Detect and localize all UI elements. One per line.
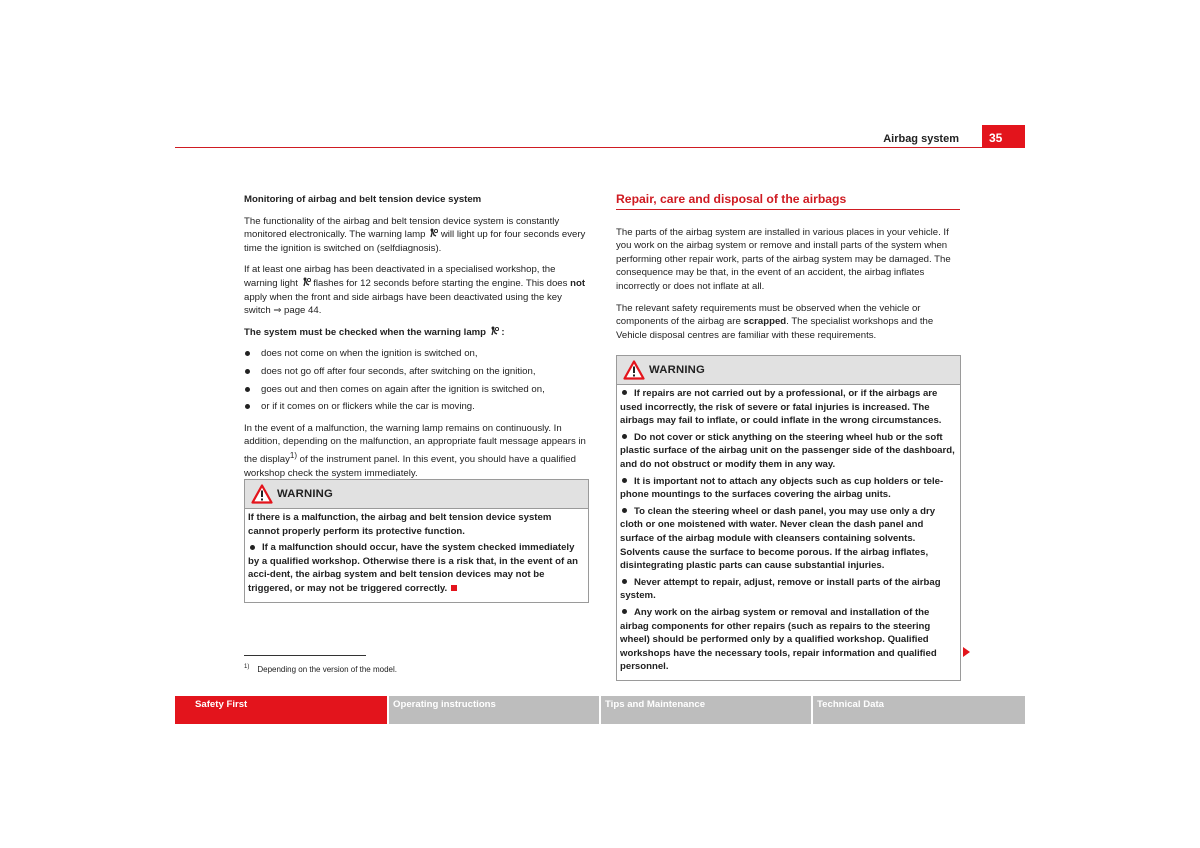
paragraph-safety: The relevant safety requirements must be observed when the vehicle or components of the airbag are scrapped. The specialist workshops and the Vehicle disposal centres are familiar with these requirements. <box>616 302 934 341</box>
bullet-icon <box>622 478 627 483</box>
bullet-icon <box>622 609 627 614</box>
list-item: or if it comes on or flickers while the car is moving. <box>244 400 588 414</box>
check-conditions-list <box>244 347 588 413</box>
footnote-reference: 1) <box>289 450 297 460</box>
warning-body <box>245 509 588 602</box>
footnote <box>244 664 397 674</box>
nav-tab-operating-instructions[interactable]: Operating instructions <box>389 696 599 724</box>
warning-triangle-icon <box>623 360 645 380</box>
list-item: goes out and then comes on again after the ignition is switched on, <box>244 383 588 397</box>
paragraph-deactivated: If at least one airbag has been deactivated in a specialised workshop, the warning light flashes for 12 seconds before starting the engine. This does not apply when the front and side airbags have been deactivated using the key switch ⇒ page 44. <box>244 264 586 317</box>
right-column <box>616 193 960 350</box>
paragraph-monitoring: The functionality of the airbag and belt tension device system is constantly monitored electronically. The warning lamp will light up for four seconds every time the ignition is switched on (selfdiagnosis). <box>244 215 586 254</box>
warning-intro: If there is a malfunction, the airbag and belt tension device system cannot properly perform its protective function. <box>248 512 552 537</box>
warning-item: Never attempt to repair, adjust, remove or install parts of the airbag system. <box>620 576 941 602</box>
paragraph-malfunction: In the event of a malfunction, the warning lamp remains on continuously. In addition, depending on the malfunction, an appropriate fault message appears in the display$^{1)}$ of the instrument panel. In this event, you should have a qualified workshop check the system immediately. <box>244 422 586 479</box>
warning-box-repair <box>616 355 961 681</box>
airbag-warning-lamp-icon <box>428 228 438 238</box>
section-heading-repair: Repair, care and disposal of the airbags <box>616 193 960 210</box>
subheading-check: The system must be checked when the warning lamp : <box>244 326 505 338</box>
continue-arrow-icon <box>963 647 970 657</box>
left-column <box>244 193 588 488</box>
list-item: does not come on when the ignition is switched on, <box>244 347 588 361</box>
warning-title: WARNING <box>277 488 333 500</box>
nav-tab-tips-and-maintenance[interactable]: Tips and Maintenance <box>601 696 811 724</box>
bullet-icon <box>622 579 627 584</box>
warning-item: It is important not to attach any objects such as cup holders or tele-phone mountings to the surfaces covering the airbag units. <box>620 475 944 501</box>
warning-title: WARNING <box>649 364 705 376</box>
footnote-mark: 1) <box>244 664 250 670</box>
bullet-icon <box>622 508 627 513</box>
airbag-warning-lamp-icon <box>301 277 311 287</box>
page-number: 35 <box>982 125 1025 148</box>
warning-item: If repairs are not carried out by a professional, or if the airbags are used incorrectly, the risk of severe or fatal injuries is increased. The airbags may fail to inflate, or could inflate in the wrong circumstances. <box>620 388 942 427</box>
end-square-icon <box>451 585 457 591</box>
bullet-icon <box>250 545 255 550</box>
warning-item: Any work on the airbag system or removal and installation of the airbag components for other repairs (such as repairs to the steering wheel) should be performed only by a qualified workshop. Qualified workshops have the necessary tools, repair information and qualified personnel. <box>620 606 937 673</box>
paragraph-parts: The parts of the airbag system are installed in various places in your vehicle. If you work on the airbag system or remove and install parts of the system when performing other repair work, parts of the airbag system may be damaged. The consequence may be that, in the event of an accident, the airbag inflates incorrectly or does not inflate at all. <box>616 226 951 292</box>
airbag-warning-lamp-icon <box>489 326 499 336</box>
warning-item: Do not cover or stick anything on the steering wheel hub or the soft plastic surface of the airbag unit on the passenger side of the dashboard, and do not obstruct or modify them in any way. <box>620 431 955 470</box>
warning-body <box>617 385 960 680</box>
list-item: does not go off after four seconds, after switching on the ignition, <box>244 365 588 379</box>
warning-item: To clean the steering wheel or dash panel, you may use only a dry cloth or one moistened with water. Never clean the dash panel and surface of the airbag module with cleansers containing solvents. Solvents cause the surface to become porous. If the airbag inflates, disintegrating plastic parts can cause substantial injuries. <box>620 505 936 572</box>
footnote-rule <box>244 655 366 656</box>
nav-tab-safety-first[interactable]: Safety First <box>175 696 387 724</box>
warning-box-malfunction <box>244 479 589 603</box>
bullet-icon <box>622 434 627 439</box>
header-rule <box>175 147 1025 148</box>
warning-item: If a malfunction should occur, have the system checked immediately by a qualified workshop. Otherwise there is a risk that, in the event of an acci-dent, the airbag system and belt tension devices may not be triggered, or may not be triggered correctly. <box>248 542 578 594</box>
footnote-text: Depending on the version of the model. <box>257 664 397 674</box>
nav-tab-technical-data[interactable]: Technical Data <box>813 696 1025 724</box>
section-title: Airbag system <box>883 133 959 145</box>
warning-header <box>617 356 960 385</box>
subheading-monitoring: Monitoring of airbag and belt tension device system <box>244 194 482 205</box>
warning-triangle-icon <box>251 484 273 504</box>
bullet-icon <box>622 390 627 395</box>
page-reference-link[interactable]: ⇒ page 44. <box>273 305 322 317</box>
warning-header <box>245 480 588 509</box>
